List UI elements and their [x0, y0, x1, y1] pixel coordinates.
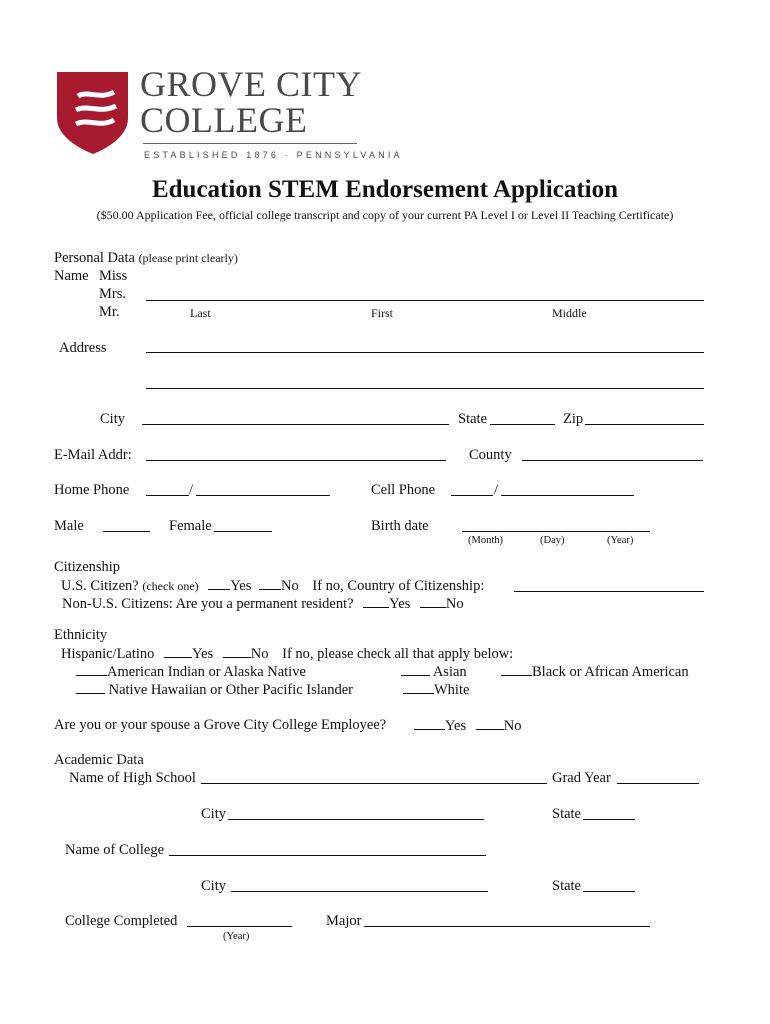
first-label: First [371, 306, 394, 320]
hispanic-row [61, 645, 513, 663]
month-label: (Month) [468, 535, 503, 546]
high-school-field[interactable] [201, 783, 547, 784]
zip-field[interactable] [585, 424, 704, 425]
cell-phone-label: Cell Phone [371, 482, 436, 498]
college-completed-label: College Completed [65, 913, 178, 929]
personal-note: (please print clearly) [138, 251, 238, 265]
hs-city-label: City [201, 806, 226, 822]
address-field-1[interactable] [146, 352, 704, 353]
check-one-note: (check one) [142, 579, 199, 593]
county-label: County [469, 447, 512, 463]
shield-logo-icon [56, 70, 130, 156]
college-city-field[interactable] [231, 891, 488, 892]
black-label: Black or African American [532, 664, 689, 680]
white-row [403, 681, 469, 699]
college-label: Name of College [65, 842, 165, 858]
country-field[interactable] [514, 591, 704, 592]
personal-heading: Personal Data [54, 250, 135, 266]
hs-state-label: State [552, 806, 581, 822]
year-label: (Year) [607, 535, 634, 546]
grad-year-field[interactable] [617, 783, 699, 784]
logo-name-line1: GROVE CITY [140, 64, 362, 104]
name-field[interactable] [146, 300, 704, 301]
home-phone-slash: / [189, 482, 194, 498]
home-phone-area-field[interactable] [146, 495, 189, 496]
ethnicity-heading: Ethnicity [54, 627, 108, 643]
home-phone-number-field[interactable] [196, 495, 330, 496]
employee-question: Are you or your spouse a Grove City College Employee? [54, 717, 387, 733]
hispanic-no-label: No [250, 646, 269, 662]
major-field[interactable] [364, 926, 650, 927]
page-title: Education STEM Endorsement Application [151, 176, 619, 203]
us-citizen-yes-label: Yes [230, 578, 252, 594]
middle-label: Middle [552, 306, 587, 320]
employee-no-label: No [503, 718, 522, 734]
non-us-row [62, 595, 464, 613]
college-state-label: State [552, 878, 581, 894]
page-subtitle: ($50.00 Application Fee, official college transcript and copy of your current PA Level I or Level II Teaching Certificate) [96, 208, 674, 222]
major-label: Major [326, 913, 362, 929]
cell-phone-area-field[interactable] [451, 495, 493, 496]
personal-heading-row [54, 250, 238, 267]
state-label: State [458, 411, 487, 427]
birth-date-label: Birth date [371, 518, 429, 534]
mrs-label: Mrs. [99, 286, 126, 302]
resident-yes-label: Yes [389, 596, 411, 612]
hispanic-no-blank[interactable] [223, 645, 251, 658]
college-completed-field[interactable] [187, 926, 292, 927]
high-school-label: Name of High School [69, 770, 196, 786]
hs-city-field[interactable] [228, 819, 484, 820]
resident-no-blank[interactable] [420, 595, 446, 608]
academic-heading: Academic Data [54, 752, 144, 768]
male-label: Male [54, 518, 84, 534]
us-citizen-yes-blank[interactable] [208, 577, 230, 590]
black-row [501, 663, 689, 681]
asian-label: Asian [432, 664, 467, 680]
mr-label: Mr. [99, 304, 120, 320]
college-year-label: (Year) [223, 931, 250, 942]
email-field[interactable] [146, 460, 446, 461]
logo-established: ESTABLISHED 1876 · PENNSYLVANIA [144, 150, 403, 160]
grad-year-label: Grad Year [552, 770, 611, 786]
last-label: Last [190, 306, 211, 320]
black-blank[interactable] [501, 663, 532, 676]
miss-label: Miss [99, 268, 128, 284]
hawaiian-blank[interactable] [76, 681, 105, 694]
cell-phone-slash: / [494, 482, 499, 498]
hispanic-label: Hispanic/Latino [61, 646, 155, 662]
birth-date-field[interactable] [462, 531, 650, 532]
hs-state-field[interactable] [583, 819, 635, 820]
asian-row [401, 663, 467, 681]
state-field[interactable] [490, 424, 555, 425]
employee-no-blank[interactable] [476, 717, 504, 730]
resident-yes-blank[interactable] [363, 595, 389, 608]
resident-no-label: No [445, 596, 464, 612]
address-label: Address [59, 340, 107, 356]
us-citizen-row [61, 577, 484, 595]
american-indian-blank[interactable] [76, 663, 107, 676]
ethnicity-if-no-label: If no, please check all that apply below: [282, 646, 514, 662]
hawaiian-label: Native Hawaiian or Other Pacific Islander [108, 682, 354, 698]
non-us-label: Non-U.S. Citizens: Are you a permanent resident? [62, 596, 354, 612]
female-label: Female [169, 518, 212, 534]
us-citizen-no-label: No [281, 578, 299, 594]
hispanic-yes-label: Yes [192, 646, 214, 662]
day-label: (Day) [540, 535, 565, 546]
employee-yes-blank[interactable] [414, 717, 445, 730]
zip-label: Zip [563, 411, 584, 427]
male-field[interactable] [103, 531, 150, 532]
american-indian-row [76, 663, 306, 681]
employee-yes-label: Yes [445, 718, 467, 734]
county-field[interactable] [522, 460, 703, 461]
us-citizen-label: U.S. Citizen? [61, 578, 139, 594]
city-label: City [100, 411, 125, 427]
white-blank[interactable] [403, 681, 434, 694]
american-indian-label: American Indian or Alaska Native [107, 664, 306, 680]
name-label: Name [54, 268, 89, 284]
college-state-field[interactable] [583, 891, 635, 892]
employee-answers [414, 717, 521, 735]
female-field[interactable] [214, 531, 272, 532]
email-label: E-Mail Addr: [54, 447, 132, 463]
address-field-2[interactable] [146, 388, 704, 389]
hispanic-yes-blank[interactable] [164, 645, 192, 658]
logo-divider [143, 143, 357, 144]
cell-phone-number-field[interactable] [501, 495, 634, 496]
college-city-label: City [201, 878, 226, 894]
hawaiian-row [76, 681, 353, 699]
citizenship-heading: Citizenship [54, 559, 121, 575]
city-field[interactable] [142, 424, 449, 425]
logo-name-line2: COLLEGE [140, 100, 308, 140]
college-field[interactable] [169, 855, 486, 856]
us-citizen-no-blank[interactable] [259, 577, 281, 590]
home-phone-label: Home Phone [54, 482, 130, 498]
asian-blank[interactable] [401, 663, 430, 676]
country-label: If no, Country of Citizenship: [312, 578, 485, 594]
white-label: White [434, 682, 470, 698]
